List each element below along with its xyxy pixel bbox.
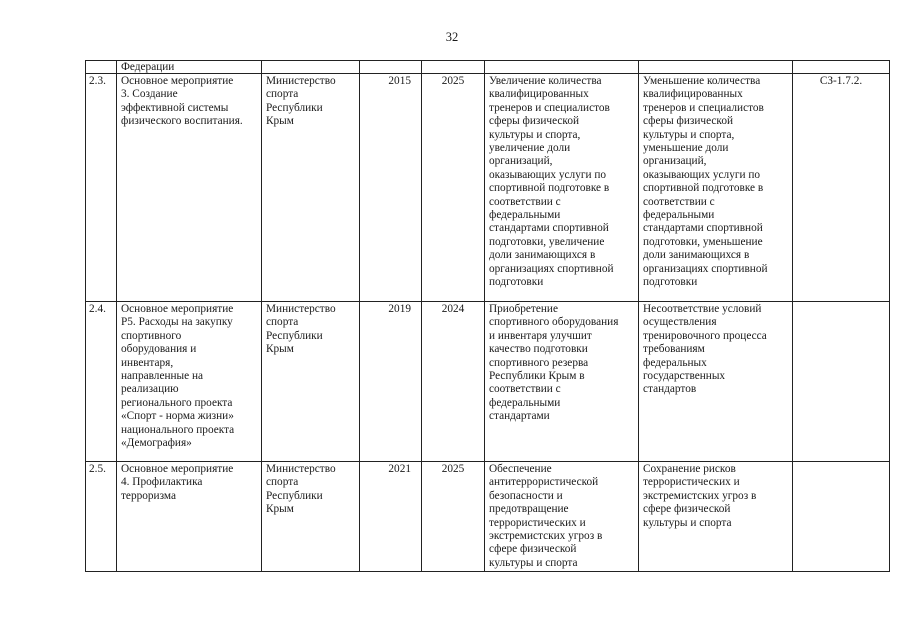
event-name: Основное мероприятие 3. Создание эффективной системы физического воспитания. <box>117 74 262 302</box>
empty-cell <box>639 61 793 74</box>
empty-cell <box>262 61 360 74</box>
program-table <box>85 60 890 572</box>
empty-cell <box>485 61 639 74</box>
indicator-link <box>793 462 890 572</box>
end-year: 2024 <box>422 302 485 462</box>
end-year: 2025 <box>422 74 485 302</box>
empty-cell <box>793 61 890 74</box>
table-row <box>86 462 890 572</box>
event-name: Основное мероприятие P5. Расходы на закупку спортивного оборудования и инвентаря, направленные на реализацию регионального проекта «Спорт - норма жизни» национального проекта «Демография» <box>117 302 262 462</box>
start-year: 2019 <box>360 302 422 462</box>
start-year: 2021 <box>360 462 422 572</box>
non-implementation-consequence: Сохранение рисков террористических и экстремистских угроз в сфере физической культуры и спорта <box>639 462 793 572</box>
executor: Министерство спорта Республики Крым <box>262 74 360 302</box>
table-row <box>86 74 890 302</box>
row-number: 2.3. <box>86 74 117 302</box>
empty-cell <box>360 61 422 74</box>
row-number: 2.4. <box>86 302 117 462</box>
continuation-row <box>86 61 890 74</box>
indicator-link <box>793 302 890 462</box>
expected-result: Увеличение количества квалифицированных тренеров и специалистов сферы физической культуры и спорта, увеличение доли организаций, оказывающих услуги по спортивной подготовке в соответствии с федеральными стандартами спортивной подготовки, увеличение доли занимающихся в организациях спортивной подготовки <box>485 74 639 302</box>
event-name: Основное мероприятие 4. Профилактика терроризма <box>117 462 262 572</box>
non-implementation-consequence: Несоответствие условий осуществления тренировочного процесса требованиям федеральных государственных стандартов <box>639 302 793 462</box>
table-row <box>86 302 890 462</box>
empty-cell <box>422 61 485 74</box>
page-number: 32 <box>445 30 459 44</box>
end-year: 2025 <box>422 462 485 572</box>
expected-result: Приобретение спортивного оборудования и инвентаря улучшит качество подготовки спортивного резерва Республики Крым в соответствии с федеральными стандартами <box>485 302 639 462</box>
row-number: 2.5. <box>86 462 117 572</box>
start-year: 2015 <box>360 74 422 302</box>
executor: Министерство спорта Республики Крым <box>262 302 360 462</box>
non-implementation-consequence: Уменьшение количества квалифицированных тренеров и специалистов сферы физической культуры и спорта, уменьшение доли организаций, оказывающих услуги по спортивной подготовке в соответствии с федеральными стандартами спортивной подготовки, уменьшение доли занимающихся в организациях спортивной подготовки <box>639 74 793 302</box>
expected-result: Обеспечение антитеррористической безопасности и предотвращение террористических и экстремистских угроз в сфере физической культуры и спорта <box>485 462 639 572</box>
indicator-link: СЗ-1.7.2. <box>793 74 890 302</box>
continuation-num-cell <box>86 61 117 74</box>
continuation-text-cell: Федерации <box>117 61 262 74</box>
executor: Министерство спорта Республики Крым <box>262 462 360 572</box>
